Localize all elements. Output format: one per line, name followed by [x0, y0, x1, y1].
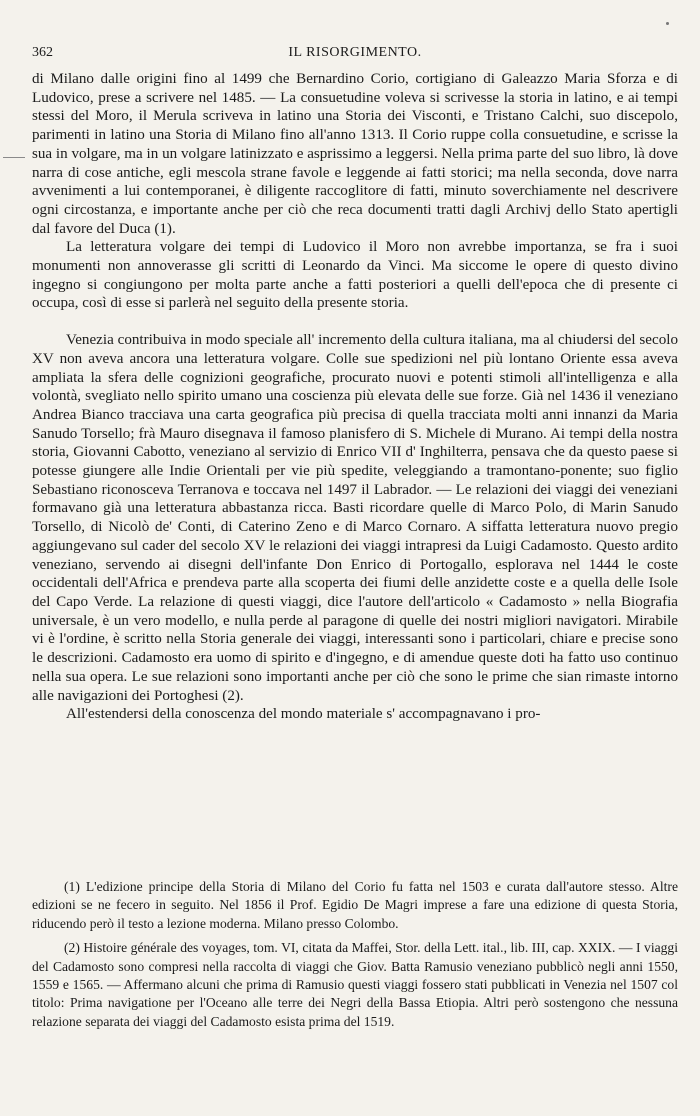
- running-title: IL RISORGIMENTO.: [288, 45, 422, 60]
- footnotes: [32, 878, 678, 1031]
- paragraph-corio: di Milano dalle origini fino al 1499 che Bernardino Corio, cortigiano di Galeazzo Maria Sforza e di Ludovico, prese a scrivere nel 1485. — La consuetudine voleva si scrivesse la storia in latino, e ai tempi stessi del Moro, il Merula scriveva in latino una Storia dei Visconti, e Tristano Calchi, suo discepolo, parimenti in latino una Storia di Milano fino all'anno 1313. Il Corio ruppe colla consuetudine, e scrisse la sua in volgare, ma in un volgare latinizzato e asprissimo a leggersi. Nella prima parte del suo libro, là dove narra di cose antiche, egli mescola strane favole e leggende ai fatti storici; ma nella seconda, dove narra avvenimenti a lui contemporanei, è diligente raccoglitore di fatti, minuto soverchiamente nel descrivere ogni circostanza, e importante anche per ciò che reca documenti tratti dagli Archivj dello Stato apertigli dal favore del Duca (1).: [32, 71, 678, 237]
- paragraph-continuation: All'estendersi della conoscenza del mondo materiale s' accompagnavano i pro-: [66, 706, 541, 723]
- footnote-1: (1) L'edizione principe della Storia di Milano del Corio fu fatta nel 1503 e curata dall'autore stesso. Altre edizioni se ne fecero in seguito. Nel 1856 il Prof. Egidio De Magri imprese a fare una edizione di questa Storia, riducendo però il testo a lezione moderna. Milano presso Colombo.: [32, 879, 678, 931]
- page-header: [32, 45, 678, 65]
- paragraph-venezia: Venezia contribuiva in modo speciale all' incremento della cultura italiana, ma al chiudersi del secolo XV non aveva ancora una letteratura volgare. Colle sue spedizioni nel più lontano Oriente essa aveva ampliata la sfera delle cognizioni geografiche, procurato nuovi e potenti stimoli all'intelligenza e alla volontà, svegliato nello spirito umano una coscienza più elevata delle sue forze. Già nel 1436 il veneziano Andrea Bianco tracciava una carta geografica più precisa di quella tracciata molti anni innanzi da Maria Sanudo Torsello; frà Mauro disegnava il famoso planisfero di S. Michele di Murano. Ai tempi della nostra storia, Giovanni Cabotto, veneziano al servizio di Enrico VII d' Inghilterra, pensava che da questo paese si potesse giungere alle Indie Orientali per vie più spedite, veleggiando a tramontano-ponente; suo figlio Sebastiano riconosceva Terranova e toccava nel 1497 il Labrador. — Le relazioni dei viaggi dei veneziani formavano già una letteratura abbastanza ricca. Basti ricordare quelle di Marco Polo, di Marin Sanudo Torsello, di Nicolò de' Conti, di Caterino Zeno e di Marco Cornaro. A siffatta letteratura nuovo pregio aggiungevano sul cader del secolo XV le relazioni dei viaggi intrapresi da Luigi Cadamosto. Questo ardito veneziano, servendo ai disegni dell'infante Don Enrico di Portogallo, esplorava nel 1444 le coste occidentali dell'Africa e prendeva parte alla scoperta dei fiumi delle anzidette coste e a quella delle Isole del Capo Verde. La relazione di questi viaggi, dice l'autore dell'articolo « Cadamosto » nella Biografia universale, è un vero modello, e nulla perde al paragone di quelle dei nostri migliori navigatori. Mirabile vi è l'ordine, è scritto nella Storia generale dei viaggi, interessanti sono i particolari, chiare e precise sono le descrizioni. Cadamosto era uomo di spirito e d'ingegno, e di amendue queste doti ha fatto uso continuo nella sua opera. Le sue relazioni sono importanti anche per ciò che sono le prime che sian rimaste intorno alle navigazioni dei Portoghesi (2).: [32, 332, 678, 704]
- footnote-2: (2) Histoire générale des voyages, tom. VI, citata da Maffei, Stor. della Lett. ital., lib. III, cap. XXIX. — I viaggi del Cadamosto sono compresi nella raccolta di viaggi che Giov. Batta Ramusio veneziano pubblicò negli anni 1550, 1559 e 1565. — Affermano alcuni che prima di Ramusio questi viaggi fossero stati pubblicati in Venezia nel 1507 col titolo: Prima navigatione per l'Oceano alle terre dei Negri della Bassa Etiopia. Altri però sostengono che nessuna relazione separata dei viaggi del Cadamosto esista prima del 1519.: [32, 940, 678, 1029]
- speck-mark: [666, 22, 669, 25]
- paragraph-leonardo: La letteratura volgare dei tempi di Ludovico il Moro non avrebbe importanza, se fra i suoi monumenti non annoverasse gli scritti di Leonardo da Vinci. Ma siccome le opere di questo divino ingegno si congiungono per molta parte anche a fatti posteriori a quelli dell'epoca che di presente ci occupa, così di esse si parlerà nel seguito della presente storia.: [32, 239, 678, 312]
- page-number: 362: [32, 45, 53, 60]
- main-text: [32, 70, 678, 724]
- margin-pencil-mark: [3, 157, 25, 158]
